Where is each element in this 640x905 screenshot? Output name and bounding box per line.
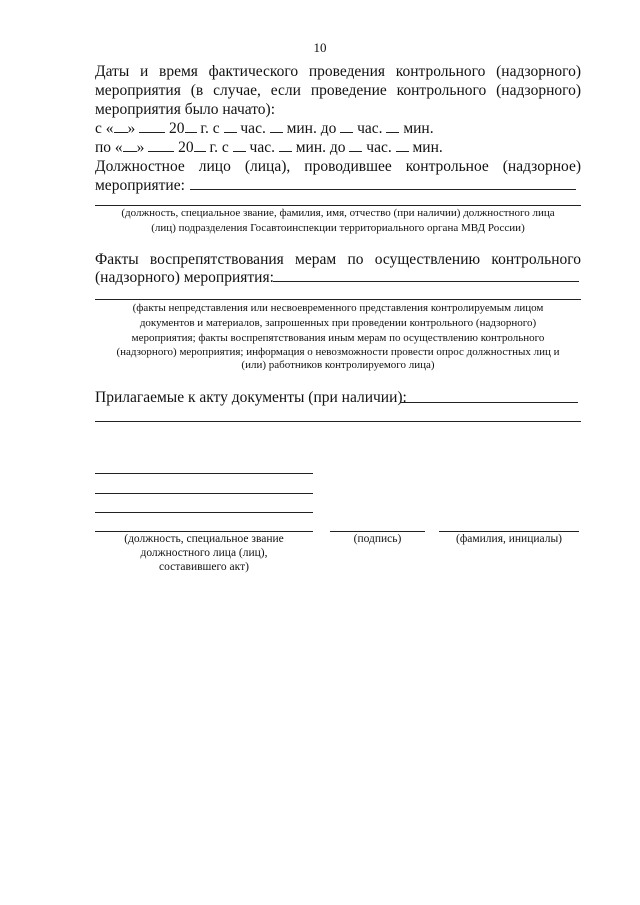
to-min2-label: мин.	[412, 139, 443, 156]
from-min2-blank[interactable]	[386, 120, 399, 133]
date-to-row	[95, 138, 443, 157]
obstruction-caption-line4: (надзорного) мероприятия; информация о невозможности провести опрос должностных лиц и	[116, 346, 560, 358]
page-number: 10	[313, 40, 327, 55]
name-caption: (фамилия, инициалы)	[455, 533, 563, 545]
to-hour2-blank[interactable]	[349, 139, 362, 152]
to-month-blank[interactable]	[148, 139, 174, 152]
dates-text-line1: Даты и время фактического проведения контрольного (надзорного)	[95, 63, 581, 80]
from-month-blank[interactable]	[139, 120, 165, 133]
obstruction-text-line2: (надзорного) мероприятия:	[95, 269, 274, 286]
from-min2-label: мин.	[403, 120, 434, 137]
obstruction-text-line1: Факты воспрепятствования мерам по осуществлению контрольного	[95, 251, 581, 268]
official-input-line[interactable]	[190, 189, 576, 190]
official-caption-line1: (должность, специальное звание, фамилия, имя, отчество (при наличии) должностного лица	[121, 207, 555, 219]
from-year-blank[interactable]	[185, 120, 197, 133]
from-min-blank[interactable]	[270, 120, 283, 133]
from-hour-blank[interactable]	[224, 120, 237, 133]
obstruction-input-line2[interactable]	[95, 299, 581, 300]
attachments-input-line[interactable]	[400, 402, 578, 403]
obstruction-caption-line2: документов и материалов, запрошенных при проведении контрольного (надзорного)	[139, 317, 537, 329]
from-year: 20	[169, 120, 185, 137]
to-min2-blank[interactable]	[396, 139, 409, 152]
from-g: г. с	[200, 120, 220, 137]
from-hour2-label: час.	[357, 120, 383, 137]
position-caption-line2: должностного лица (лиц),	[140, 547, 268, 559]
official-text-line1: Должностное лицо (лица), проводившее контрольное (надзорное)	[95, 158, 581, 175]
to-g: г. с	[209, 139, 229, 156]
to-min-label: мин. до	[295, 139, 346, 156]
position-caption-line1: (должность, специальное звание	[124, 533, 284, 545]
obstruction-caption-line1: (факты непредставления или несвоевременного представления контролируемым лицом	[132, 302, 544, 314]
to-min-blank[interactable]	[279, 139, 292, 152]
dates-text-line3: мероприятия было начато):	[95, 101, 276, 118]
from-min-label: мин. до	[286, 120, 337, 137]
from-quote: »	[127, 120, 136, 137]
to-hour-blank[interactable]	[233, 139, 246, 152]
to-year: 20	[178, 139, 194, 156]
official-text-line2: мероприятие:	[95, 177, 185, 194]
obstruction-input-line[interactable]	[273, 281, 579, 282]
position-line3[interactable]	[95, 512, 313, 513]
official-caption-line2: (лиц) подразделения Госавтоинспекции территориального органа МВД России)	[151, 222, 525, 234]
position-line1[interactable]	[95, 473, 313, 474]
to-prefix: по «	[95, 139, 123, 156]
dates-text-line2: мероприятия (в случае, если проведение контрольного (надзорного)	[95, 82, 581, 99]
to-year-blank[interactable]	[194, 139, 206, 152]
to-hour-label: час.	[249, 139, 275, 156]
to-quote: »	[136, 139, 145, 156]
obstruction-caption-line3: мероприятия; факты воспрепятствования иным мерам по осуществлению контрольного	[131, 332, 545, 344]
from-hour2-blank[interactable]	[340, 120, 353, 133]
signature-caption: (подпись)	[353, 533, 402, 545]
to-hour2-label: час.	[366, 139, 392, 156]
from-day-blank[interactable]	[114, 120, 128, 133]
attachments-label: Прилагаемые к акту документы (при наличии):	[95, 389, 407, 406]
obstruction-caption-line5: (или) работников контролируемого лица)	[241, 359, 435, 371]
to-day-blank[interactable]	[123, 139, 137, 152]
from-prefix: с «	[95, 120, 114, 137]
from-hour-label: час.	[240, 120, 266, 137]
position-caption-line3: составившего акт)	[159, 561, 249, 573]
date-from-row	[95, 119, 434, 138]
attachments-input-line2[interactable]	[95, 421, 581, 422]
position-line2[interactable]	[95, 493, 313, 494]
